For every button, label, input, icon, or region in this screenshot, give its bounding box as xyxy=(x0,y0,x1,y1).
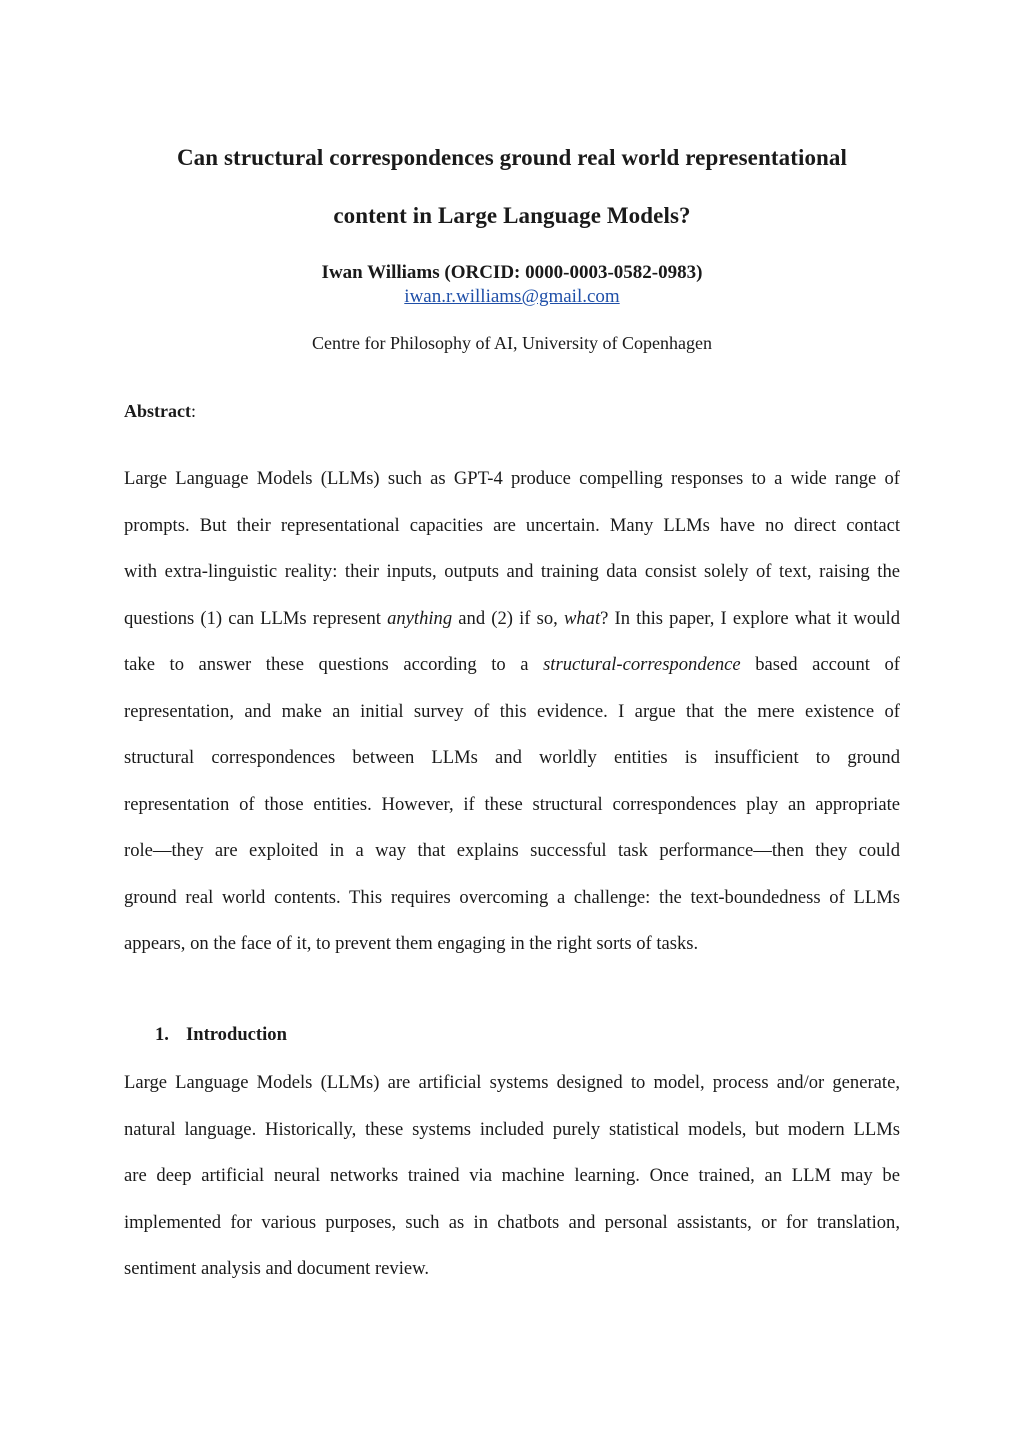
abstract-line: representation of those entities. However, if these structural correspondences play an appropriate xyxy=(124,793,900,815)
abstract-heading-colon: : xyxy=(190,401,196,421)
abstract-line: Large Language Models (LLMs) such as GPT-4 produce compelling responses to a wide range of xyxy=(124,468,900,489)
abstract-body xyxy=(124,456,900,968)
introduction-body xyxy=(124,1060,900,1293)
abstract-line xyxy=(124,642,900,689)
section-title: Introduction xyxy=(186,1024,287,1045)
abstract-heading xyxy=(124,401,196,422)
intro-line: natural language. Historically, these systems included purely statistical models, but modern LLMs xyxy=(124,1118,900,1140)
abstract-text-run: based account of xyxy=(740,654,900,675)
abstract-line: structural correspondences between LLMs and worldly entities is insufficient to ground xyxy=(124,747,900,768)
abstract-text-run: ? In this paper, I explore what it would xyxy=(600,607,900,629)
abstract-italic-structural-correspondence: structural-correspondence xyxy=(543,654,741,675)
intro-line: are deep artificial neural networks trained via machine learning. Once trained, an LLM may be xyxy=(124,1165,900,1186)
abstract-line xyxy=(124,596,900,643)
author-email xyxy=(100,286,924,308)
abstract-italic-anything: anything xyxy=(387,607,453,629)
abstract-line-last: appears, on the face of it, to prevent them engaging in the right sorts of tasks. xyxy=(124,933,699,954)
abstract-text-run: questions (1) can LLMs represent xyxy=(124,607,388,629)
abstract-line: with extra-linguistic reality: their inputs, outputs and training data consist solely of text, raising the xyxy=(124,561,900,582)
author-line: Iwan Williams (ORCID: 0000-0003-0582-0983) xyxy=(321,262,703,283)
abstract-line: representation, and make an initial survey of this evidence. I argue that the mere existence of xyxy=(124,700,900,722)
paper-title-line-2: content in Large Language Models? xyxy=(333,203,691,228)
intro-line-last: sentiment analysis and document review. xyxy=(124,1258,429,1279)
abstract-line: role—they are exploited in a way that explains successful task performance—then they could xyxy=(124,840,900,861)
author-affiliation: Centre for Philosophy of AI, University of Copenhagen xyxy=(312,333,712,353)
abstract-line: prompts. But their representational capacities are uncertain. Many LLMs have no direct contact xyxy=(124,514,900,536)
section-number: 1. xyxy=(155,1024,169,1045)
paper-title-line-1: Can structural correspondences ground real world representational xyxy=(176,145,848,170)
abstract-text-run: take to answer these questions according to a xyxy=(124,654,544,675)
author-email-link[interactable]: iwan.r.williams@gmail.com xyxy=(404,286,620,307)
section-heading-introduction xyxy=(155,1024,287,1046)
abstract-text-run: and (2) if so, xyxy=(452,607,564,629)
intro-line: Large Language Models (LLMs) are artificial systems designed to model, process and/or generate, xyxy=(124,1072,900,1093)
abstract-italic-what: what xyxy=(563,607,601,629)
intro-line: implemented for various purposes, such as in chatbots and personal assistants, or for translation, xyxy=(124,1211,900,1233)
abstract-heading-label: Abstract xyxy=(124,401,191,421)
abstract-line: ground real world contents. This requires overcoming a challenge: the text-boundedness of LLMs xyxy=(124,886,900,908)
